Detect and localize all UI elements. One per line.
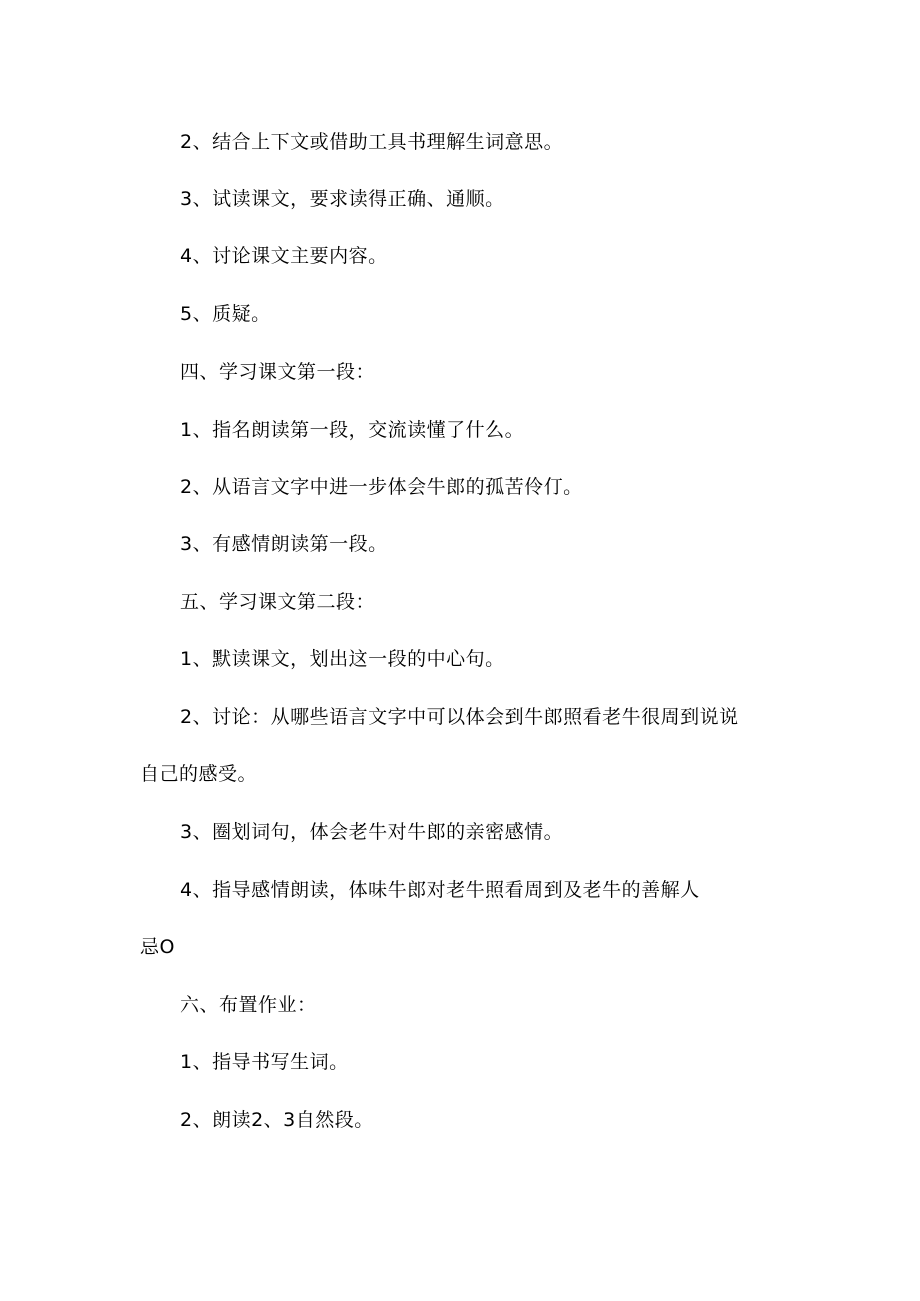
section-4-item-3: 3、有感情朗读第一段。 — [180, 533, 388, 555]
section-5-item-2-continued: 自己的感受。 — [140, 763, 258, 785]
section-6-item-2: 2、朗读2、3自然段。 — [180, 1109, 374, 1131]
section-4-heading: 四、学习课文第一段： — [180, 361, 376, 383]
section-4-item-1: 1、指名朗读第一段，交流读懂了什么。 — [180, 419, 525, 441]
section-6-heading: 六、布置作业： — [180, 994, 317, 1016]
step-2-understand-words: 2、结合上下文或借助工具书理解生词意思。 — [180, 131, 564, 153]
step-3-trial-reading: 3、试读课文，要求读得正确、通顺。 — [180, 188, 505, 210]
section-6-item-1: 1、指导书写生词。 — [180, 1051, 349, 1073]
section-5-item-2: 2、讨论：从哪些语言文字中可以体会到牛郎照看老牛很周到说说 — [180, 706, 739, 728]
section-4-item-2: 2、从语言文字中进一步体会牛郎的孤苦伶仃。 — [180, 476, 583, 498]
section-5-item-4: 4、指导感情朗读，体味牛郎对老牛照看周到及老牛的善解人 — [180, 879, 700, 901]
section-5-item-1: 1、默读课文，划出这一段的中心句。 — [180, 648, 505, 670]
step-4-discuss-content: 4、讨论课文主要内容。 — [180, 245, 388, 267]
section-5-item-4-continued: 忌O — [140, 936, 175, 958]
section-5-heading: 五、学习课文第二段： — [180, 591, 376, 613]
step-5-questions: 5、质疑。 — [180, 303, 271, 325]
section-5-item-3: 3、圈划词句，体会老牛对牛郎的亲密感情。 — [180, 821, 564, 843]
